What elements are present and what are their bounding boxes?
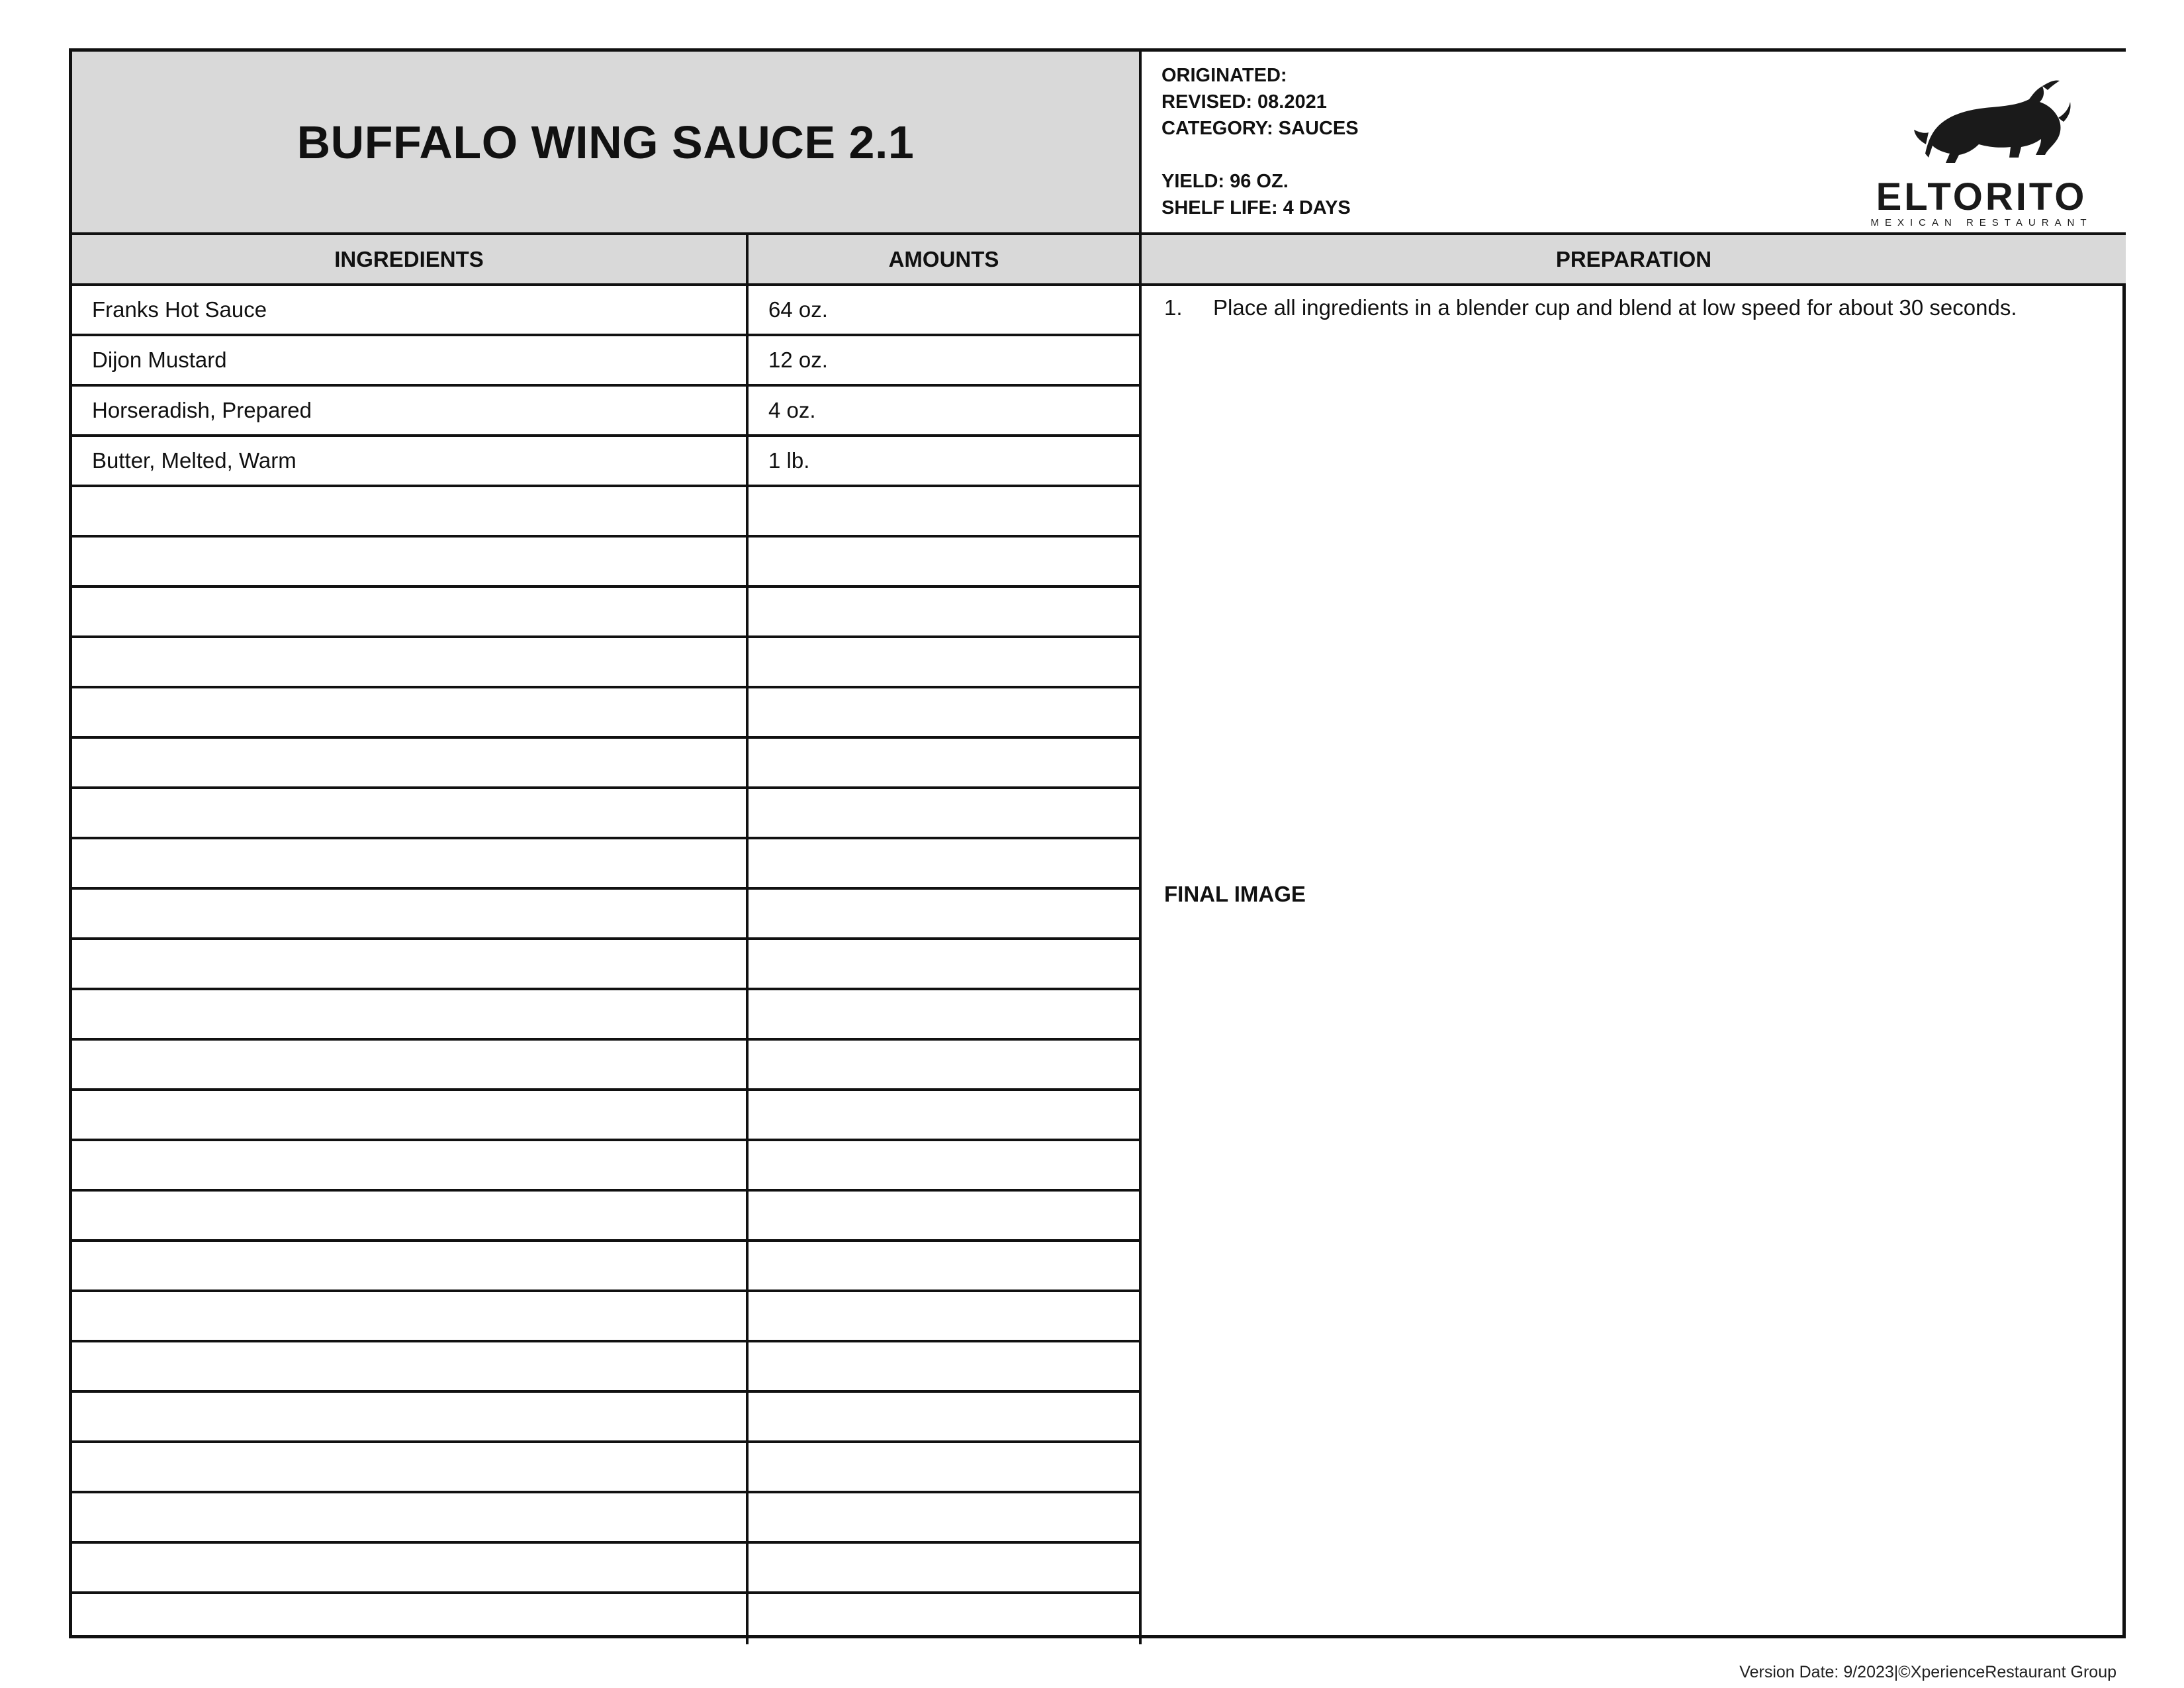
table-row	[72, 638, 1142, 688]
table-row	[72, 1242, 1142, 1292]
ingredient-table	[72, 286, 1142, 1644]
table-row	[72, 487, 1142, 538]
ingredient-amount	[749, 538, 1142, 585]
ingredient-name	[72, 1192, 749, 1239]
ingredient-name	[72, 1292, 749, 1340]
ingredient-amount	[749, 1594, 1142, 1644]
ingredient-amount	[749, 990, 1142, 1038]
step-number: 1.	[1164, 295, 1183, 320]
ingredient-amount	[749, 890, 1142, 937]
ingredient-amount	[749, 1041, 1142, 1088]
title-cell	[72, 52, 1142, 235]
ingredient-name	[72, 839, 749, 887]
ingredient-amount	[749, 739, 1142, 786]
preparation-panel	[1144, 286, 2126, 1638]
ingredient-name	[72, 487, 749, 535]
ingredient-amount: 4 oz.	[749, 387, 1142, 434]
table-row	[72, 286, 1142, 336]
table-row	[72, 839, 1142, 890]
ingredient-name	[72, 1443, 749, 1491]
originated-label: ORIGINATED:	[1161, 65, 1287, 86]
table-row	[72, 1141, 1142, 1192]
preparation-step	[1164, 295, 2017, 320]
ingredient-amount	[749, 638, 1142, 686]
table-row	[72, 990, 1142, 1041]
ingredient-amount	[749, 1141, 1142, 1189]
ingredient-name	[72, 940, 749, 988]
ingredient-amount	[749, 940, 1142, 988]
ingredient-name	[72, 739, 749, 786]
preparation-header: PREPARATION	[1142, 235, 2126, 286]
ingredient-amount	[749, 839, 1142, 887]
ingredient-name	[72, 1041, 749, 1088]
ingredient-amount	[749, 1091, 1142, 1139]
ingredient-amount	[749, 1443, 1142, 1491]
logo-tagline: MEXICAN RESTAURANT	[1870, 217, 2093, 228]
table-row	[72, 588, 1142, 638]
version-footer: Version Date: 9/2023|©XperienceRestaurant Group	[1739, 1663, 2116, 1681]
shelf-life-label: SHELF LIFE: 4 DAYS	[1161, 197, 1351, 218]
table-row	[72, 688, 1142, 739]
ingredient-amount: 12 oz.	[749, 336, 1142, 384]
revised-label: REVISED: 08.2021	[1161, 91, 1327, 113]
table-row	[72, 387, 1142, 437]
ingredient-amount	[749, 588, 1142, 635]
ingredient-name	[72, 890, 749, 937]
ingredients-header: INGREDIENTS	[72, 235, 749, 286]
ingredient-amount	[749, 1493, 1142, 1541]
ingredient-name	[72, 538, 749, 585]
ingredient-name: Franks Hot Sauce	[72, 286, 749, 334]
ingredient-name	[72, 990, 749, 1038]
ingredient-name: Dijon Mustard	[72, 336, 749, 384]
table-row	[72, 789, 1142, 839]
ingredient-name	[72, 1594, 749, 1644]
bull-icon	[1862, 75, 2101, 175]
el-torito-logo	[1862, 75, 2101, 228]
step-text: Place all ingredients in a blender cup and blend at low speed for about 30 seconds.	[1213, 295, 2017, 320]
recipe-title: BUFFALO WING SAUCE 2.1	[296, 116, 915, 168]
meta-cell	[1142, 52, 2126, 235]
table-row	[72, 1091, 1142, 1141]
recipe-card	[69, 48, 2126, 1638]
table-row	[72, 890, 1142, 940]
ingredient-name	[72, 1544, 749, 1591]
recipe-meta	[1161, 62, 1359, 221]
ingredient-amount	[749, 1544, 1142, 1591]
table-row	[72, 1493, 1142, 1544]
table-row	[72, 1041, 1142, 1091]
ingredient-name	[72, 688, 749, 736]
ingredient-amount	[749, 1393, 1142, 1440]
ingredient-name: Horseradish, Prepared	[72, 387, 749, 434]
amounts-header: AMOUNTS	[749, 235, 1142, 286]
ingredient-name: Butter, Melted, Warm	[72, 437, 749, 485]
table-row	[72, 538, 1142, 588]
ingredient-amount	[749, 1342, 1142, 1390]
table-row	[72, 1393, 1142, 1443]
ingredient-name	[72, 638, 749, 686]
ingredient-amount	[749, 688, 1142, 736]
ingredient-name	[72, 1141, 749, 1189]
ingredient-amount	[749, 1192, 1142, 1239]
ingredient-name	[72, 789, 749, 837]
ingredient-amount	[749, 487, 1142, 535]
ingredient-amount: 1 lb.	[749, 437, 1142, 485]
table-row	[72, 1443, 1142, 1493]
ingredient-amount	[749, 789, 1142, 837]
ingredient-name	[72, 1091, 749, 1139]
ingredient-name	[72, 1493, 749, 1541]
ingredient-name	[72, 1242, 749, 1289]
ingredient-name	[72, 588, 749, 635]
ingredient-name	[72, 1393, 749, 1440]
ingredient-amount: 64 oz.	[749, 286, 1142, 334]
ingredient-name	[72, 1342, 749, 1390]
table-row	[72, 1594, 1142, 1644]
category-label: CATEGORY: SAUCES	[1161, 118, 1359, 139]
final-image-label: FINAL IMAGE	[1164, 882, 1306, 906]
table-row	[72, 1544, 1142, 1594]
table-row	[72, 1292, 1142, 1342]
ingredient-amount	[749, 1242, 1142, 1289]
table-row	[72, 336, 1142, 387]
table-row	[72, 437, 1142, 487]
table-row	[72, 1192, 1142, 1242]
table-row	[72, 940, 1142, 990]
yield-label: YIELD: 96 OZ.	[1161, 171, 1289, 192]
logo-brand: ELTORITO	[1876, 175, 2087, 218]
ingredient-amount	[749, 1292, 1142, 1340]
table-row	[72, 1342, 1142, 1393]
table-row	[72, 739, 1142, 789]
